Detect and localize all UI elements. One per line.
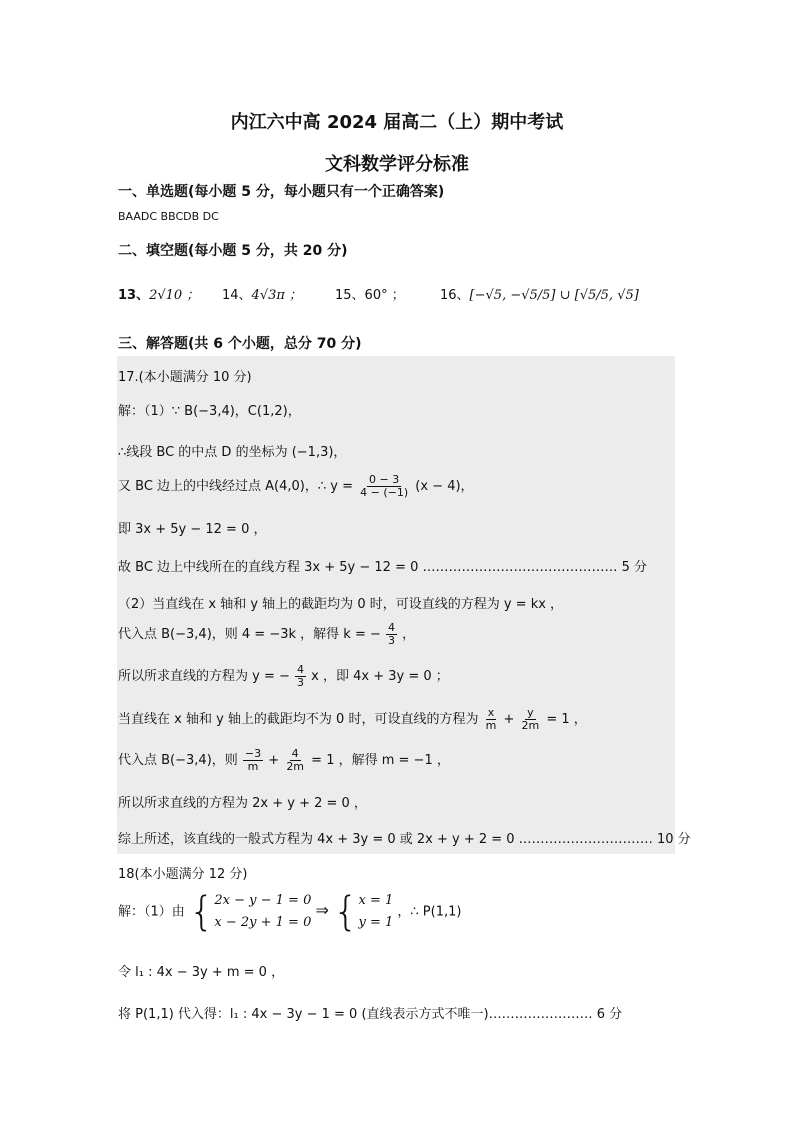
left-brace-icon: { [333, 889, 359, 935]
q17-line-6: （2）当直线在 x 轴和 y 轴上的截距均为 0 时，可设直线的方程为 y = kx ， [118, 597, 564, 612]
section-heading-solve: 三、解答题(共 6 个小题，总分 70 分) [118, 336, 362, 352]
left-brace-icon: { [188, 889, 215, 935]
fraction-numerator: y [527, 706, 534, 719]
q17-line-8 [118, 664, 449, 689]
q18-header: 18(本小题满分 12 分) [118, 867, 248, 882]
q17-fraction-y-over-2m [520, 707, 542, 732]
q17-line-7 [118, 622, 415, 647]
q17-fraction-slope [358, 474, 410, 499]
q17-line-1: 解：（1）∵ B(−3,4)，C(1,2)， [118, 404, 301, 419]
q18-line-1-start: 解：（1）由 [118, 904, 185, 920]
answer-15-label: 15、 [335, 288, 365, 303]
q18-line-1 [118, 890, 461, 934]
page-subtitle: 文科数学评分标准 [325, 154, 469, 175]
fraction-numerator: 4 [291, 747, 299, 760]
system-row: y = 1 [358, 915, 394, 930]
fraction-numerator: 0 − 3 [369, 473, 400, 486]
equation-system-1 [189, 890, 311, 934]
q17-line-9 [118, 707, 587, 732]
q17-line-12: 综上所述，该直线的一般式方程为 4x + 3y = 0 或 2x + y + 2 = 0 .………………………… 10 分 [118, 832, 691, 847]
q17-fraction-x-over-m [484, 707, 499, 732]
q17-line-7-end: ， [402, 627, 416, 642]
system-row: x = 1 [358, 893, 394, 908]
fraction-denominator: 4 − (−1) [360, 486, 409, 499]
q17-line-10-end: = 1 ，解得 m = −1 ， [311, 753, 450, 768]
answer-15-value: 60° ； [364, 288, 405, 303]
q17-fraction-4-over-2m [284, 748, 306, 773]
section-heading-choice: 一、单选题(每小题 5 分，每小题只有一个正确答案) [118, 184, 445, 200]
q17-line-3 [118, 474, 474, 499]
implies-arrow: ⇒ [315, 900, 329, 920]
fraction-denominator: 2m [286, 760, 305, 773]
q17-fraction-minus3-over-m [243, 748, 263, 773]
q17-fraction-k [386, 622, 397, 647]
answer-13-value: 2√10 ； [149, 288, 200, 303]
q17-line-11: 所以所求直线的方程为 2x + y + 2 = 0 ， [118, 796, 367, 811]
q18-line-1-end: ，∴ P(1,1) [397, 904, 462, 920]
fraction-denominator: m [247, 760, 259, 773]
q17-line-7-start: 代入点 B(−3,4)，则 4 = −3k ，解得 k = − [118, 627, 381, 642]
fraction-denominator: 2m [521, 719, 540, 732]
answer-16-label: 16、 [440, 288, 470, 303]
answer-14 [222, 284, 302, 303]
q18-line-3: 将 P(1,1) 代入得：l₁ : 4x − 3y − 1 = 0 (直线表示方式不唯一)…………………… 6 分 [118, 1007, 623, 1022]
answer-16-value: [−√5, −√5/5] ∪ [√5/5, √5] [469, 288, 639, 303]
page-title: 内江六中高 2024 届高二（上）期中考试 [230, 112, 564, 133]
q18-line-2: 令 l₁ : 4x − 3y + m = 0 ， [118, 965, 285, 980]
fraction-numerator: −3 [244, 747, 262, 760]
q17-line-10 [118, 748, 450, 773]
q17-line-9-end: = 1 ， [546, 712, 587, 727]
answer-15 [335, 284, 405, 303]
fraction-denominator: 3 [297, 676, 305, 689]
q17-line-5: 故 BC 边上中线所在的直线方程 3x + 5y − 12 = 0 ……………………………………… 5 分 [118, 560, 648, 575]
q17-line-8-start: 所以所求直线的方程为 y = − [118, 669, 290, 684]
q17-fraction-slope2 [295, 664, 306, 689]
answer-14-value: 4√3π ； [251, 288, 303, 303]
q17-line-2: ∴线段 BC 的中点 D 的坐标为 (−1,3)， [118, 445, 347, 460]
answer-13 [118, 284, 199, 303]
fraction-numerator: 4 [297, 663, 305, 676]
q17-line-9-start: 当直线在 x 轴和 y 轴上的截距均不为 0 时，可设直线的方程为 [118, 712, 479, 727]
choice-answers: BAADC BBCDB DC [118, 210, 219, 223]
answer-16 [440, 284, 639, 303]
fraction-numerator: x [487, 706, 495, 719]
equation-system-2 [333, 890, 393, 934]
answer-14-label: 14、 [222, 288, 252, 303]
q17-line-4: 即 3x + 5y − 12 = 0 ， [118, 522, 267, 537]
q17-line-3-end: (x − 4)， [415, 479, 474, 494]
fraction-numerator: 4 [388, 621, 395, 634]
q17-line-10-start: 代入点 B(−3,4)，则 [118, 753, 238, 768]
answer-13-label: 13、 [118, 288, 150, 303]
system-row: 2x − y − 1 = 0 [214, 893, 312, 908]
fraction-denominator: m [485, 719, 497, 732]
q17-line-3-start: 又 BC 边上的中线经过点 A(4,0)，∴ y = [118, 479, 353, 494]
plus-sign: + [503, 712, 515, 727]
section-heading-fill: 二、填空题(每小题 5 分，共 20 分) [118, 243, 348, 259]
q17-line-8-end: x ，即 4x + 3y = 0 ； [311, 669, 449, 684]
fraction-denominator: 3 [388, 634, 395, 647]
q17-header: 17.(本小题满分 10 分) [118, 370, 252, 385]
plus-sign: + [268, 753, 280, 768]
system-row: x − 2y + 1 = 0 [214, 915, 312, 930]
